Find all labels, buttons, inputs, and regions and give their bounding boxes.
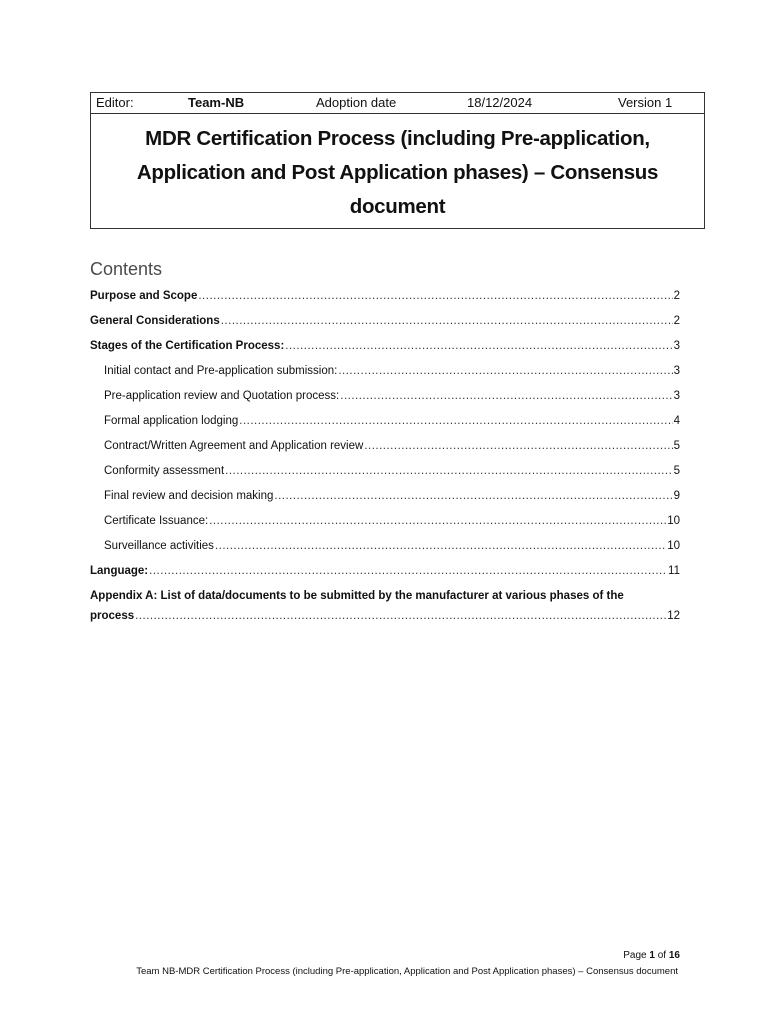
page-number-footer: Page 1 of 16 [623, 950, 680, 961]
dot-leader [340, 384, 672, 409]
toc-page-number: 11 [668, 565, 680, 577]
toc-page-number: 2 [673, 315, 680, 327]
document-header-table [90, 92, 705, 229]
toc-page-number: 12 [667, 610, 680, 622]
dot-leader [338, 359, 672, 384]
document-name-footer: Team NB-MDR Certification Process (including Pre-application, Application and Post Application phases) – Consensus document [136, 966, 678, 977]
dot-leader [285, 334, 672, 359]
dot-leader [135, 606, 666, 626]
toc-page-number: 3 [673, 390, 680, 402]
toc-page-number: 5 [673, 440, 680, 452]
version-label: Version 1 [618, 95, 673, 110]
table-of-contents [90, 284, 680, 626]
toc-page-number: 9 [673, 490, 680, 502]
toc-entry-language[interactable]: Language: ..... 11 [90, 559, 680, 584]
toc-page-number: 10 [667, 515, 680, 527]
toc-entry-contract-agreement[interactable]: Contract/Written Agreement and Application review ..... 5 [90, 434, 680, 459]
adoption-date-value: 18/12/2024 [467, 95, 533, 110]
toc-entry-appendix-line1: Appendix A: List of data/documents to be submitted by the manufacturer at various phases of the [90, 590, 624, 602]
toc-entry-general-considerations[interactable]: General Considerations ..... 2 [90, 309, 680, 334]
toc-entry-pre-application-review[interactable]: Pre-application review and Quotation process: ..... 3 [90, 384, 680, 409]
dot-leader [198, 284, 672, 309]
toc-entry-appendix-line2: process [90, 610, 135, 622]
toc-page-number: 3 [673, 365, 680, 377]
adoption-date-label: Adoption date [316, 95, 397, 110]
contents-heading: Contents [90, 259, 163, 279]
toc-entry-conformity-assessment[interactable]: Conformity assessment ..... 5 [90, 459, 680, 484]
toc-entry-purpose-scope[interactable]: Purpose and Scope ..... 2 [90, 284, 680, 309]
toc-entry-initial-contact[interactable]: Initial contact and Pre-application submission: ..... 3 [90, 359, 680, 384]
toc-page-number: 2 [673, 290, 680, 302]
dot-leader [215, 534, 666, 559]
metadata-row [91, 93, 704, 114]
toc-entry-certificate-issuance[interactable]: Certificate Issuance: ..... 10 [90, 509, 680, 534]
dot-leader [149, 559, 667, 584]
toc-entry-surveillance[interactable]: Surveillance activities ..... 10 [90, 534, 680, 559]
document-title: MDR Certification Process (including Pre-application, Application and Post Application phases) – Consensus document [136, 127, 659, 218]
toc-entry-appendix-a[interactable] [90, 586, 680, 626]
toc-page-number: 5 [673, 465, 680, 477]
editor-value: Team-NB [188, 95, 245, 110]
toc-entry-final-review[interactable]: Final review and decision making ..... 9 [90, 484, 680, 509]
toc-entry-stages[interactable]: Stages of the Certification Process: ..... 3 [90, 334, 680, 359]
dot-leader [225, 459, 672, 484]
toc-page-number: 4 [673, 415, 680, 427]
toc-page-number: 10 [667, 540, 680, 552]
dot-leader [364, 434, 672, 459]
toc-entry-formal-application[interactable]: Formal application lodging ..... 4 [90, 409, 680, 434]
toc-page-number: 3 [673, 340, 680, 352]
dot-leader [239, 409, 672, 434]
editor-label: Editor: [96, 95, 134, 110]
dot-leader [221, 309, 673, 334]
dot-leader [209, 509, 666, 534]
dot-leader [274, 484, 672, 509]
